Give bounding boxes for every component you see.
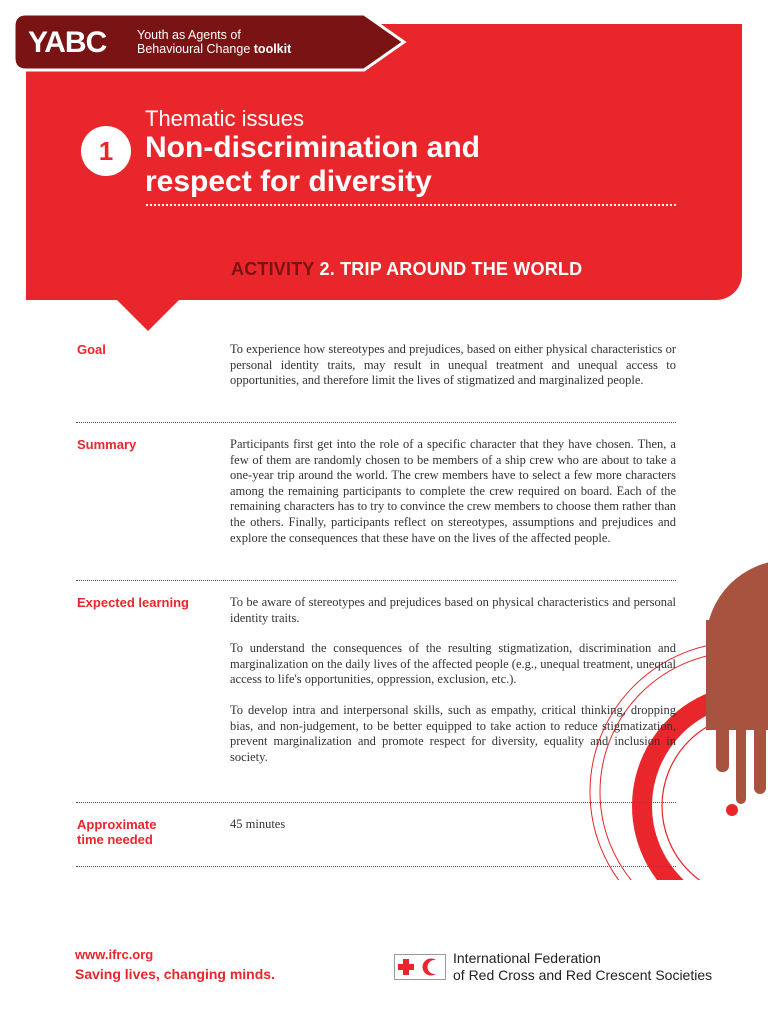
org-name-line1: International Federation [453, 950, 601, 966]
goal-paragraph: To experience how stereotypes and prejudices, based on either physical characteristics or personal identity traits, may result in unequal treatment and unequal access to opportunities, and therefore limit the lives of stigmatized and marginalized people. [230, 342, 676, 388]
expected-learning-text [230, 595, 676, 780]
activity-word: ACTIVITY [231, 259, 315, 279]
summary-text [230, 437, 676, 561]
time-needed-text [230, 817, 676, 848]
summary-paragraph: Participants first get into the role of a specific character that they have chosen. Then, a few of them are randomly chosen to be members of a ship crew who are about to take a one-year trip around the world. The crew members have to select a few more characters among the remaining participants to complete the crew required on board. Each of the remaining characters has to try to convince the crew members to choose them rather than the others. Finally, participants reflect on stereotypes, assumptions and prejudices and explore the consequences that these have on the lives of the affected people. [230, 437, 676, 545]
time-value: 45 minutes [230, 817, 286, 831]
red-cross-crescent-logo-icon [394, 954, 446, 980]
title-divider [146, 204, 676, 206]
expected-learning-label: Expected learning [77, 595, 189, 610]
footer-slogan: Saving lives, changing minds. [75, 966, 275, 982]
page-title [145, 131, 705, 199]
yabc-logo-text: YABC [28, 26, 107, 59]
footer-organization-name [453, 950, 712, 984]
row-divider [76, 802, 676, 803]
activity-heading [231, 258, 582, 280]
page-title-line2: respect for diversity [145, 165, 432, 198]
section-number-badge: 1 [81, 126, 131, 176]
thematic-label: Thematic issues [145, 106, 304, 131]
row-divider [76, 580, 676, 581]
time-label-line1: Approximate [77, 817, 157, 832]
toolkit-word: toolkit [253, 42, 292, 56]
summary-label: Summary [77, 437, 137, 452]
page-title-line1: Non-discrimination and [145, 131, 481, 164]
yabc-subtitle-line1: Youth as Agents of [137, 28, 241, 42]
footer-url-link[interactable]: www.ifrc.org [75, 947, 154, 962]
learning-paragraph-1: To be aware of stereotypes and prejudices based on physical characteristics and personal identity traits. [230, 595, 676, 625]
yabc-subtitle-line2: Behavioural Change toolkit [137, 42, 292, 56]
time-needed-label [77, 817, 217, 847]
yabc-subtitle [137, 28, 291, 56]
activity-title: 2. TRIP AROUND THE WORLD [319, 259, 583, 279]
row-divider [76, 422, 676, 423]
org-name-line2: of Red Cross and Red Crescent Societies [453, 967, 713, 983]
time-label-line2: time needed [77, 832, 153, 847]
goal-label: Goal [77, 342, 106, 357]
learning-paragraph-3: To develop intra and interpersonal skills, such as empathy, critical thinking, dropping bias, and non-judgement, to be better equipped to take action to reduce stigmatization, prevent marginalization and promote respect for diversity, equality and inclusion in society. [230, 702, 676, 764]
learning-paragraph-2: To understand the consequences of the resulting stigmatization, discrimination and marginalization on the daily lives of the affected people (e.g., unequal treatment, unequal access to life's opportunities, oppression, exclusion, etc.). [230, 641, 676, 687]
goal-text [230, 342, 676, 404]
banner-pointer [116, 299, 180, 331]
row-divider [76, 866, 676, 867]
